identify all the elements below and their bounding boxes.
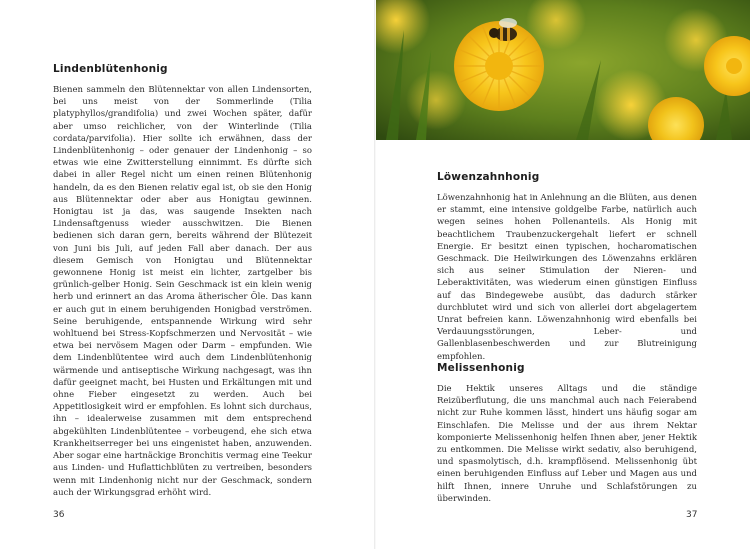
- section-body-melissenhonig: Die Hektik unseres Alltags und die ständige Reizüberflutung, die uns manchmal auch nach Feierabend nicht zur Ruhe kommen lässt, hindert uns häufig sogar am Einschlafen. Die Melisse und der aus ihrem Nektar komponierte Melissenhonig helfen Ihnen aber, jener Hektik zu entkommen. Die Melisse wirkt sedativ, also beruhigend, und spasmolytisch, d.h. krampflösend. Melissenhonig übt einen beruhigenden Einfluss auf Leber und Magen aus und hilft Ihnen, innere Unruhe und Schlafstörungen zu überwinden.: [437, 384, 697, 504]
- section-heading-loewenzahnhonig: Löwenzahnhonig: [437, 171, 540, 183]
- left-section-heading: Lindenblütenhonig: [53, 63, 168, 75]
- left-section-body: Bienen sammeln den Blütennektar von allen Lindensorten, bei uns meist von der Sommerlinde (Tilia platyphyllos/grandifolia) und zwei Wochen später, dafür aber umso reichlicher, von der Winterlinde (Tilia cordata/parvifolia). Hier sollte ich erwähnen, dass der Lindenblütenhonig – oder genauer der Lindenhonig – so etwas wie eine Zwitterstellung einnimmt. Es dürfte sich dabei in aller Regel nicht um einen reinen Blütenhonig handeln, da es den Bienen relativ egal ist, ob sie den Honig aus Blütennektar oder aber aus Honigtau gewinnen. Honigtau ist ja das, was saugende Insekten nach Lindensaftgenuss wieder ausschwitzen. Die Bienen bedienen sich daran gern, bereits während der Blütezeit von Juni bis Juli, auf jeden Fall aber danach. Der aus diesem Gemisch von Honigtau und Blütennektar gewonnene Honig ist meist ein lichter, zartgelber bis grünlich-gelber Honig. Sein Geschmack ist ein klein wenig herb und erinnert an das Aroma ätherischer Öle. Das kann er auch gut in einem beruhigenden Honigbad verströmen. Seine beruhigende, entspannende Wirkung wird sehr wohltuend bei Stress-Kopfschmerzen und Nervosität – wie etwa bei nervösem Magen oder Darm – empfunden. Wie dem Lindenblütentee wird auch dem Lindenblütenhonig wärmende und antiseptische Wirkung nachgesagt, was ihn dafür geeignet macht, bei Husten und Erkältungen mit und ohne Fieber eingesetzt zu werden. Auch bei Appetitlosigkeit wird er empfohlen. Es lohnt sich durchaus, ihn – idealerweise zusammen mit dem entsprechend abgekühlten Lindenblütentee – vorbeugend, ehe sich etwa Krankheitserreger bei uns eingenistet haben, anzuwenden. Aber sogar eine hartnäckige Bronchitis vermag eine Teekur aus Linden- und Huflattichblüten zu vertreiben, besonders wenn mit Lindenhonig nicht nur der Geschmack, sondern auch der Wirkungsgrad erhöht wird.: [53, 85, 312, 498]
- right-page-number: 37: [686, 510, 698, 520]
- section-heading-melissenhonig: Melissenhonig: [437, 362, 525, 374]
- bee-on-dandelion-photo: [376, 0, 750, 140]
- section-body-loewenzahnhonig: Löwenzahnhonig hat in Anlehnung an die Blüten, aus denen er stammt, eine intensive goldgelbe Farbe, natürlich auch wegen seines hohen Pollenanteils. Als Honig mit beachtlichem Traubenzuckergehalt liefert er schnell Energie. Er besitzt einen typischen, hocharomatischen Geschmack. Die Heilwirkungen des Löwenzahns erklären sich aus seiner Stimulation der Nieren- und Leberaktivitäten, was wiederum einen günstigen Einfluss auf das Bindegewebe ausübt, das dadurch stärker durchblutet wird und sich von allerlei dort abgelagertem Unrat befreien kann. Löwenzahnhonig wird ebenfalls bei Verdauungsstörungen, Leber- und Gallenblasenbeschwerden und zur Blutreinigung empfohlen.: [437, 193, 697, 362]
- left-page-number: 36: [53, 510, 65, 520]
